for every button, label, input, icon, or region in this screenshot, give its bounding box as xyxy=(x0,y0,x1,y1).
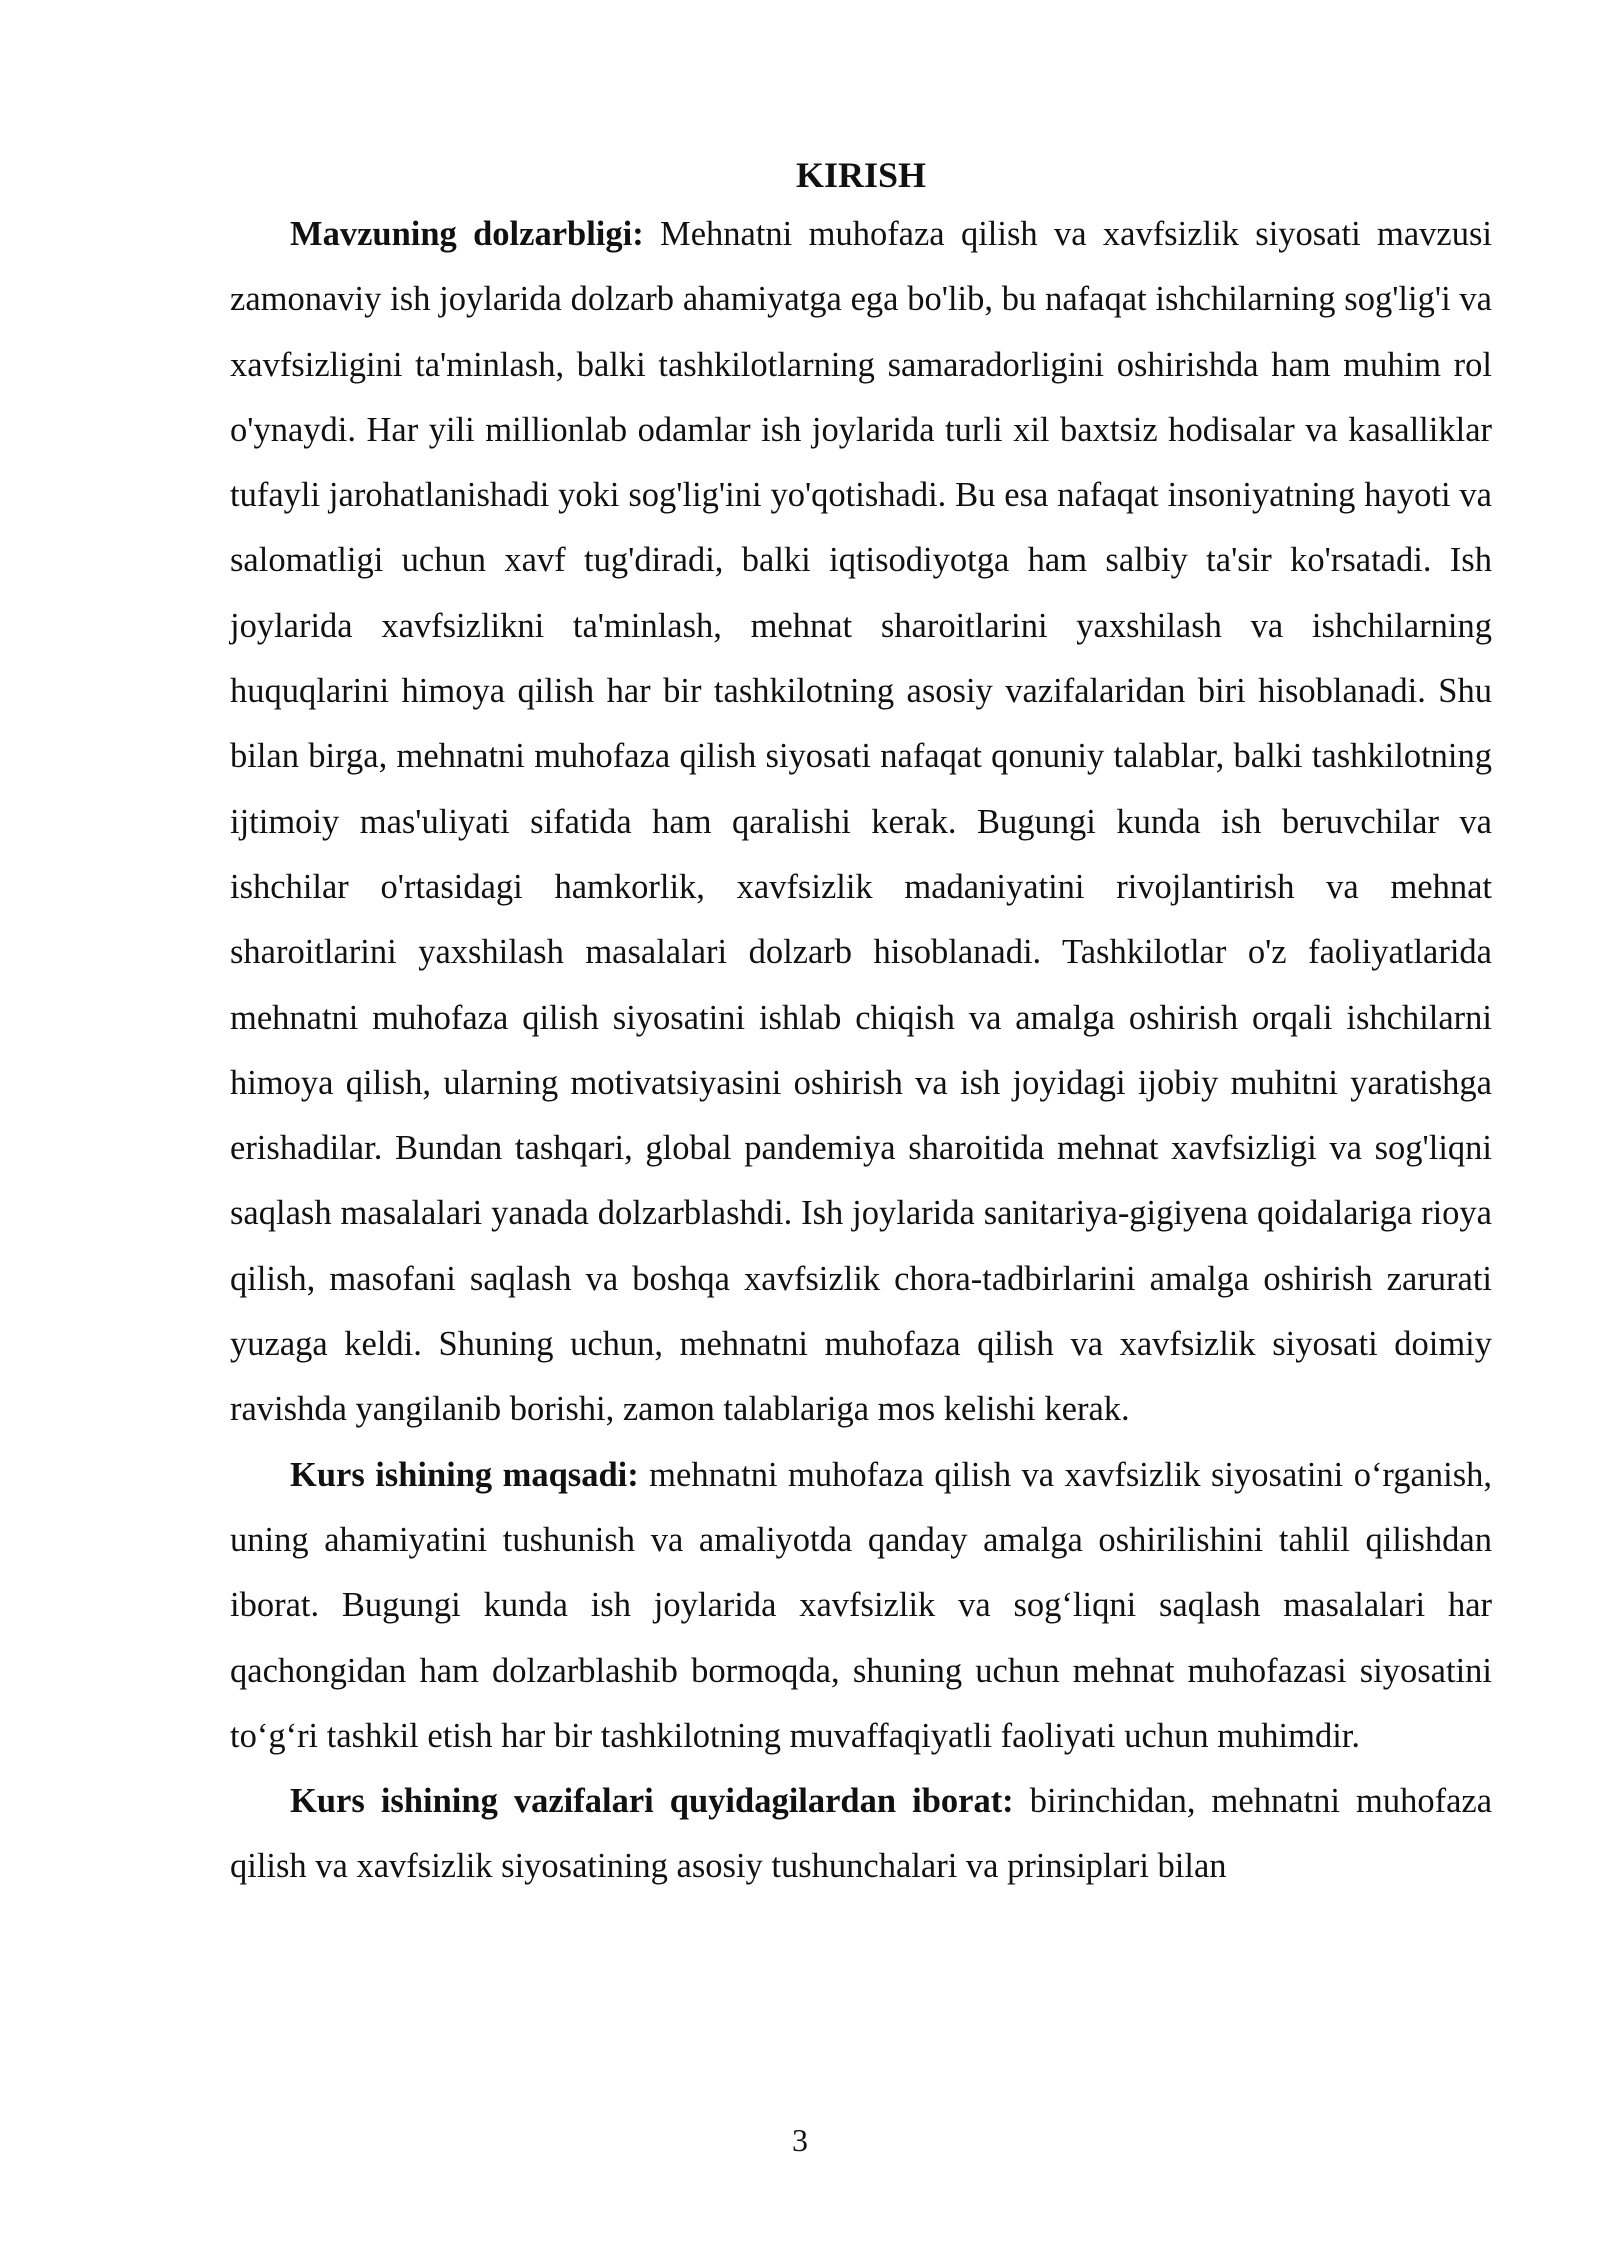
section-heading: KIRISH xyxy=(795,155,927,195)
paragraph-goal xyxy=(230,1443,1492,1769)
paragraph-body: mehnatni muhofaza qilish va xavfsizlik siyosatini o‘rganish, uning ahamiyatini tushunish va amaliyotda qanday amalga oshirilishini tahlil qilishdan iborat. Bugungi kunda ish joylarida xavfsizlik va sog‘liqni saqlash masalalari har qachongidan ham dolzarblashib bormoqda, shuning uchun mehnat muhofazasi siyosatini to‘g‘ri tashkil etish har bir tashkilotning muvaffaqiyatli faoliyati uchun muhimdir. xyxy=(230,1455,1492,1755)
page-number: 3 xyxy=(792,2122,808,2158)
paragraph-relevance xyxy=(230,202,1492,1443)
paragraph-body: birinchidan, mehnatni muhofaza qilish va xavfsizlik siyosatining asosiy tushunchalari va prinsiplari bilan xyxy=(230,1782,1493,1886)
document-page xyxy=(230,150,1492,1900)
paragraph-body: Mehnatni muhofaza qilish va xavfsizlik siyosati mavzusi zamonaviy ish joylarida dolzarb ahamiyatga ega bo'lib, bu nafaqat ishchilarning sog'lig'i va xavfsizligini ta'minlash, balki tashkilotlarning samaradorligini oshirishda ham muhim rol o'ynaydi. Har yili millionlab odamlar ish joylarida turli xil baxtsiz hodisalar va kasalliklar tufayli jarohatlanishadi yoki sog'lig'ini yo'qotishadi. Bu esa nafaqat insoniyatning hayoti va salomatligi uchun xavf tug'diradi, balki iqtisodiyotga ham salbiy ta'sir ko'rsatadi. Ish joylarida xavfsizlikni ta'minlash, mehnat sharoitlarini yaxshilash va ishchilarning huquqlarini himoya qilish har bir tashkilotning asosiy vazifalaridan biri hisoblanadi. Shu bilan birga, mehnatni muhofaza qilish siyosati nafaqat qonuniy talablar, balki tashkilotning ijtimoiy mas'uliyati sifatida ham qaralishi kerak. Bugungi kunda ish beruvchilar va ishchilar o'rtasidagi hamkorlik, xavfsizlik madaniyatini rivojlantirish va mehnat sharoitlarini yaxshilash masalalari dolzarb hisoblanadi. Tashkilotlar o'z faoliyatlarida mehnatni muhofaza qilish siyosatini ishlab chiqish va amalga oshirish orqali ishchilarni himoya qilish, ularning motivatsiyasini oshirish va ish joyidagi ijobiy muhitni yaratishga erishadilar. Bundan tashqari, global pandemiya sharoitida mehnat xavfsizligi va sog'liqni saqlash masalalari yanada dolzarblashdi. Ish joylarida sanitariya-gigiyena qoidalariga rioya qilish, masofani saqlash va boshqa xavfsizlik chora-tadbirlarini amalga oshirish zarurati yuzaga keldi. Shuning uchun, mehnatni muhofaza qilish va xavfsizlik siyosati doimiy ravishda yangilanib borishi, zamon talablariga mos kelishi kerak. xyxy=(230,215,1493,1429)
paragraph-lead: Mavzuning dolzarbligi: xyxy=(290,215,644,253)
paragraph-tasks xyxy=(230,1769,1492,1900)
paragraph-lead: Kurs ishining maqsadi: xyxy=(290,1455,639,1494)
paragraph-lead: Kurs ishining vazifalari quyidagilardan iborat: xyxy=(290,1782,1014,1821)
